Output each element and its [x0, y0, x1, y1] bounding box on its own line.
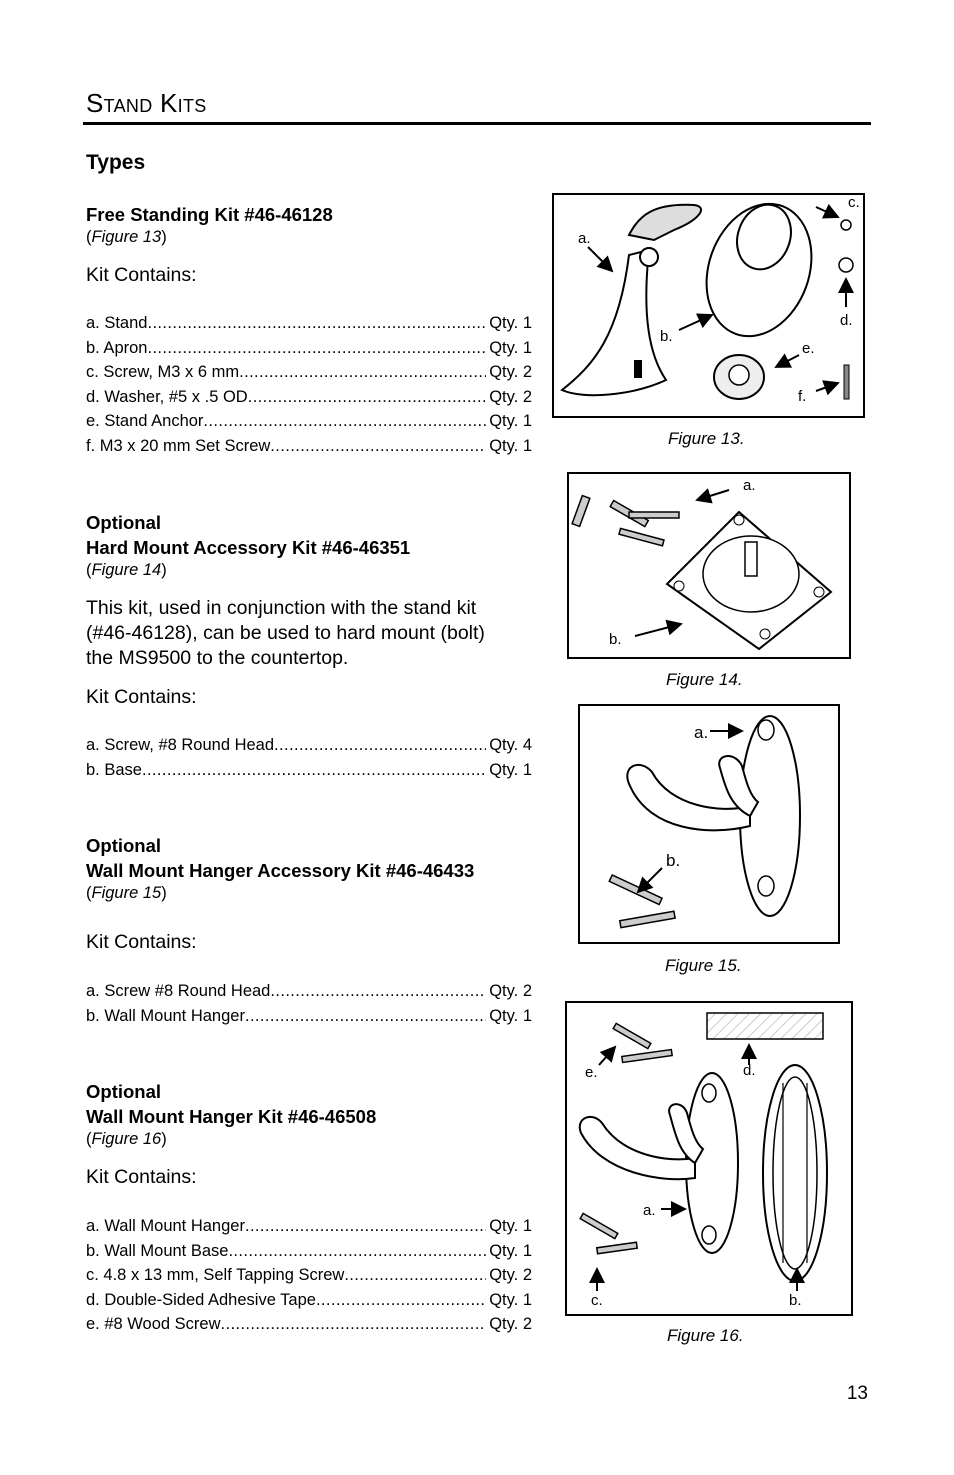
kit-heading [86, 202, 333, 227]
kit-description [86, 596, 485, 671]
figure-caption: Figure 14. [666, 670, 743, 689]
figure-reference: (Figure 16) [86, 1130, 167, 1148]
callout-label: a. [743, 477, 756, 494]
page-number: 13 [846, 1383, 868, 1404]
callout-label: b. [789, 1292, 802, 1309]
kit-heading-line: Free Standing Kit #46-46128 [86, 204, 333, 225]
list-item: a. Stand ..... Qty. 1 [86, 311, 532, 336]
figure-caption: Figure 15. [665, 956, 742, 975]
callout-label: e. [802, 340, 815, 357]
kit-item-list [86, 979, 532, 1028]
kit-heading [86, 510, 410, 560]
header-rule [83, 122, 871, 125]
description-line: the MS9500 to the countertop. [86, 647, 349, 669]
list-item: d. Washer, #5 x .5 OD ..... Qty. 2 [86, 385, 532, 410]
list-item: c. 4.8 x 13 mm, Self Tapping Screw ..... Qty. 2 [86, 1263, 532, 1288]
figure-reference-text: Figure 13 [91, 228, 162, 246]
description-line: This kit, used in conjunction with the stand kit [86, 597, 477, 619]
list-item: b. Base ..... Qty. 1 [86, 758, 532, 783]
figure-caption: Figure 13. [668, 429, 745, 448]
kit-heading-line: Wall Mount Hanger Accessory Kit #46-46433 [86, 860, 475, 881]
list-item: d. Double-Sided Adhesive Tape ..... Qty. 1 [86, 1288, 532, 1313]
figure-caption: Figure 16. [667, 1326, 744, 1345]
wall-hanger-drawing [580, 706, 838, 942]
list-item: e. #8 Wood Screw ..... Qty. 2 [86, 1312, 532, 1337]
list-item: a. Screw #8 Round Head ..... Qty. 2 [86, 979, 532, 1004]
kit-heading-line: Optional [86, 1081, 162, 1102]
callout-label: e. [585, 1064, 598, 1081]
kit-item-list [86, 733, 532, 782]
list-item: f. M3 x 20 mm Set Screw ..... Qty. 1 [86, 434, 532, 459]
kit-heading-line: Wall Mount Hanger Kit #46-46508 [86, 1106, 377, 1127]
callout-label: d. [840, 312, 853, 329]
callout-label: b. [609, 631, 622, 648]
figure-reference: (Figure 13) [86, 228, 167, 246]
callout-label: b. [666, 851, 681, 870]
callout-label: a. [578, 230, 591, 247]
kit-heading [86, 1079, 376, 1129]
callout-label: f. [798, 388, 807, 405]
callout-label: c. [848, 195, 860, 211]
figure-reference: (Figure 15) [86, 884, 167, 902]
figure-13-illustration [552, 193, 865, 418]
wall-hanger-kit-drawing [567, 1003, 851, 1314]
list-item: c. Screw, M3 x 6 mm ..... Qty. 2 [86, 360, 532, 385]
callout-label: a. [643, 1202, 656, 1219]
kit-contains-label: Kit Contains: [86, 931, 197, 953]
kit-item-list [86, 311, 532, 459]
figure-reference: (Figure 14) [86, 561, 167, 579]
kit-heading-line: Optional [86, 512, 162, 533]
callout-label: d. [743, 1062, 756, 1079]
figure-reference-text: Figure 14 [91, 561, 162, 579]
stand-kit-drawing [554, 195, 863, 416]
kit-heading-line: Hard Mount Accessory Kit #46-46351 [86, 537, 411, 558]
kit-contains-label: Kit Contains: [86, 264, 197, 286]
figure-reference-text: Figure 15 [91, 884, 162, 902]
figure-14-illustration [567, 472, 851, 659]
description-line: (#46-46128), can be used to hard mount (bolt) [86, 622, 485, 644]
kit-contains-label: Kit Contains: [86, 1166, 197, 1188]
figure-15-illustration [578, 704, 840, 944]
list-item: a. Wall Mount Hanger ..... Qty. 1 [86, 1214, 532, 1239]
list-item: e. Stand Anchor ..... Qty. 1 [86, 409, 532, 434]
list-item: b. Apron ..... Qty. 1 [86, 336, 532, 361]
figure-reference-text: Figure 16 [91, 1130, 162, 1148]
kit-contains-label: Kit Contains: [86, 686, 197, 708]
kit-heading-line: Optional [86, 835, 162, 856]
list-item: a. Screw, #8 Round Head ..... Qty. 4 [86, 733, 532, 758]
types-heading: Types [86, 151, 146, 174]
callout-label: c. [591, 1292, 603, 1309]
callout-label: a. [694, 723, 709, 742]
callout-label: b. [660, 328, 673, 345]
list-item: b. Wall Mount Base ..... Qty. 1 [86, 1239, 532, 1264]
section-title: Stand Kits [86, 88, 207, 118]
hard-mount-drawing [569, 474, 849, 657]
list-item: b. Wall Mount Hanger ..... Qty. 1 [86, 1004, 532, 1029]
kit-item-list [86, 1214, 532, 1337]
kit-heading [86, 833, 474, 883]
figure-16-illustration [565, 1001, 853, 1316]
